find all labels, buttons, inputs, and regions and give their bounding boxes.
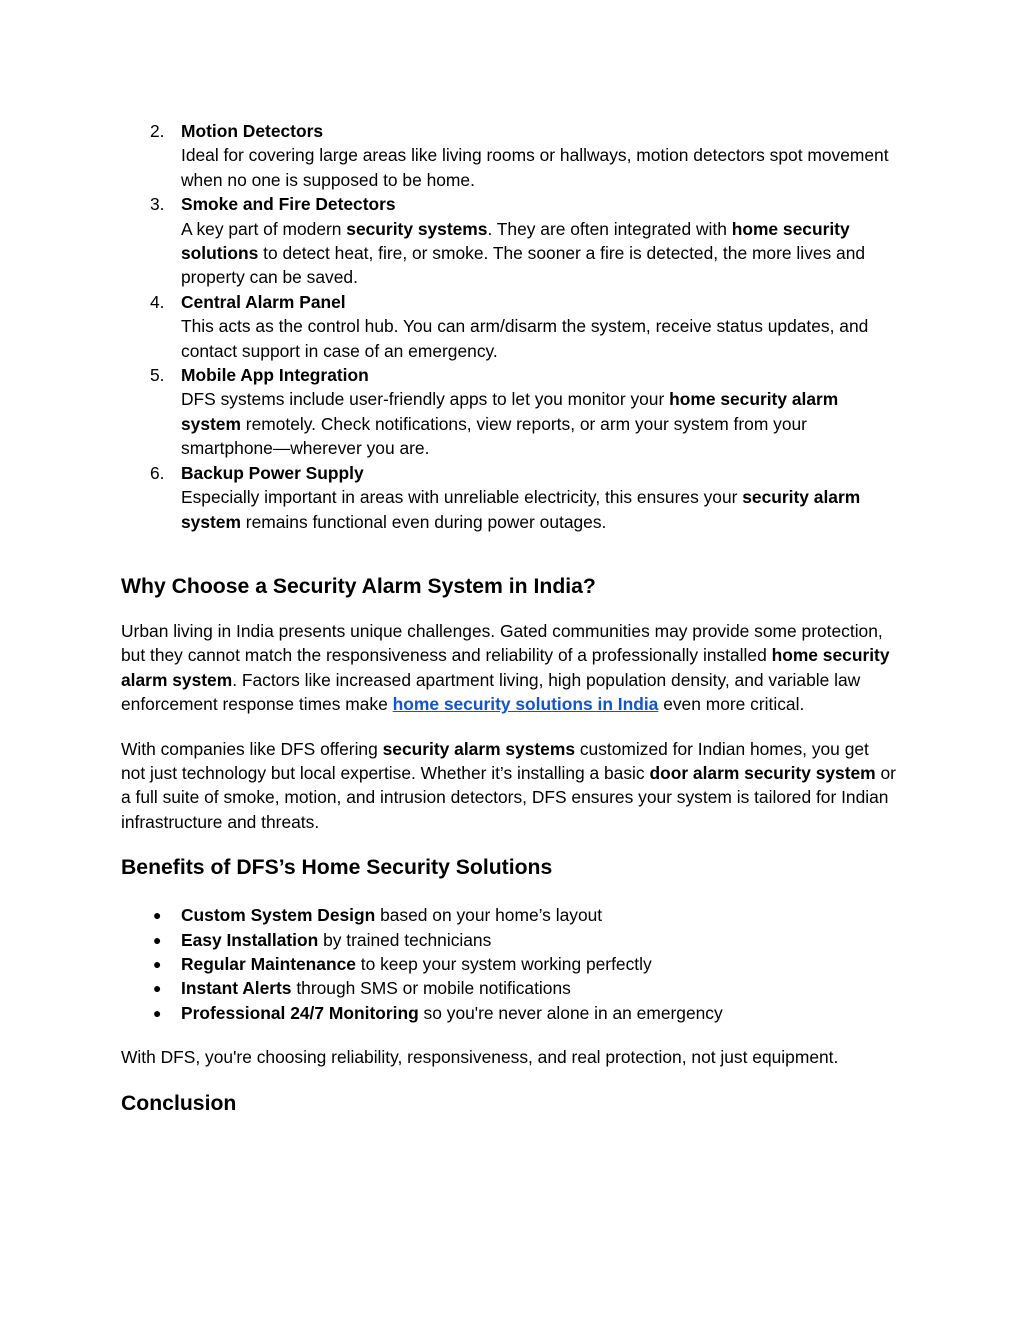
list-item <box>121 952 897 976</box>
feature-keyword: security alarm system <box>181 487 861 532</box>
list-number: 4. <box>150 291 165 312</box>
feature-title: Smoke and Fire Detectors <box>181 194 396 215</box>
feature-text: This acts as the control hub. You can arm/disarm the system, receive status updates, and contact support in case of an emergency. <box>181 316 869 361</box>
list-item <box>121 461 897 534</box>
bullet-icon: ● <box>153 907 162 924</box>
feature-title: Central Alarm Panel <box>181 291 346 312</box>
benefit-title: Instant Alerts <box>181 978 292 999</box>
feature-text: to detect heat, fire, or smoke. The sooner a fire is detected, the more lives and property can be saved. <box>181 243 866 288</box>
closing-paragraph: With DFS, you're choosing reliability, responsiveness, and real protection, not just equipment. <box>121 1047 839 1068</box>
feature-description <box>181 143 897 192</box>
benefit-title: Regular Maintenance <box>181 953 356 974</box>
paragraph-keyword: security alarm systems <box>382 738 575 759</box>
feature-title: Mobile App Integration <box>181 365 369 386</box>
list-item <box>121 363 897 461</box>
feature-keyword: home security alarm system <box>181 389 839 434</box>
feature-text: remotely. Check notifications, view reports, or arm your system from your smartphone—wherever you are. <box>181 413 807 459</box>
section-heading-benefits: Benefits of DFS’s Home Security Solutions <box>121 856 553 880</box>
paragraph-keyword: home security alarm system <box>121 645 890 690</box>
feature-title: Motion Detectors <box>181 121 324 141</box>
feature-keyword: security systems <box>346 218 488 239</box>
bullet-icon: ● <box>153 931 162 948</box>
benefit-title: Professional 24/7 Monitoring <box>181 1002 419 1023</box>
paragraph-keyword: door alarm security system <box>649 762 876 783</box>
paragraph-text: customized for Indian homes, you get not just technology but local expertise. Whether it’s installing a basic <box>121 738 869 783</box>
section-heading-why: Why Choose a Security Alarm System in India? <box>121 574 596 598</box>
list-number: 2. <box>150 121 165 141</box>
feature-description <box>181 485 897 534</box>
list-item <box>121 119 897 192</box>
list-item <box>121 928 897 952</box>
list-item <box>121 192 897 290</box>
list-item <box>121 903 897 927</box>
document-page <box>121 119 897 1118</box>
paragraph-text: Urban living in India presents unique challenges. Gated communities may provide some protection, but they cannot match the responsiveness and reliability of a professionally installed <box>121 620 883 666</box>
feature-text: DFS systems include user-friendly apps to let you monitor your <box>181 389 670 410</box>
bullet-icon: ● <box>153 1004 162 1021</box>
feature-text: A key part of modern <box>181 218 347 239</box>
paragraph-text: With companies like DFS offering <box>121 738 383 759</box>
benefit-text: through SMS or mobile notifications <box>291 978 571 999</box>
why-paragraph-2 <box>121 737 897 835</box>
benefits-list <box>121 903 897 1025</box>
list-number: 5. <box>150 365 165 386</box>
bullet-icon: ● <box>153 980 162 997</box>
feature-text: Especially important in areas with unreliable electricity, this ensures your <box>181 487 743 508</box>
feature-list <box>121 119 897 534</box>
feature-title: Backup Power Supply <box>181 462 364 483</box>
benefit-title: Easy Installation <box>181 929 319 950</box>
why-paragraph-1 <box>121 619 897 717</box>
paragraph-text: . Factors like increased apartment living, high population density, and variable law enforcement response times make <box>121 669 861 715</box>
benefit-text: based on your home’s layout <box>375 905 603 926</box>
paragraph-text: or a full suite of smoke, motion, and intrusion detectors, DFS ensures your system is tailored for Indian infrastructure and threats. <box>121 762 896 832</box>
paragraph-text: even more critical. <box>658 694 805 715</box>
list-item <box>121 976 897 1000</box>
list-number: 3. <box>150 194 165 215</box>
home-security-solutions-link[interactable]: home security solutions in India <box>392 694 659 715</box>
section-heading-conclusion: Conclusion <box>121 1091 237 1115</box>
benefit-text: so you're never alone in an emergency <box>418 1002 723 1023</box>
feature-description <box>181 387 897 460</box>
benefit-text: by trained technicians <box>318 929 492 950</box>
list-number: 6. <box>150 462 165 483</box>
bullet-icon: ● <box>153 955 162 972</box>
feature-description <box>181 217 897 290</box>
feature-keyword: home security solutions <box>181 218 850 264</box>
feature-text: . They are often integrated with <box>487 218 732 239</box>
list-item <box>121 290 897 363</box>
list-item <box>121 1001 897 1025</box>
feature-description <box>181 314 897 363</box>
benefit-text: to keep your system working perfectly <box>355 953 652 974</box>
benefit-title: Custom System Design <box>181 905 376 926</box>
feature-text: Ideal for covering large areas like living rooms or hallways, motion detectors spot movement when no one is supposed to be home. <box>181 145 889 190</box>
feature-text: remains functional even during power outages. <box>240 511 607 532</box>
